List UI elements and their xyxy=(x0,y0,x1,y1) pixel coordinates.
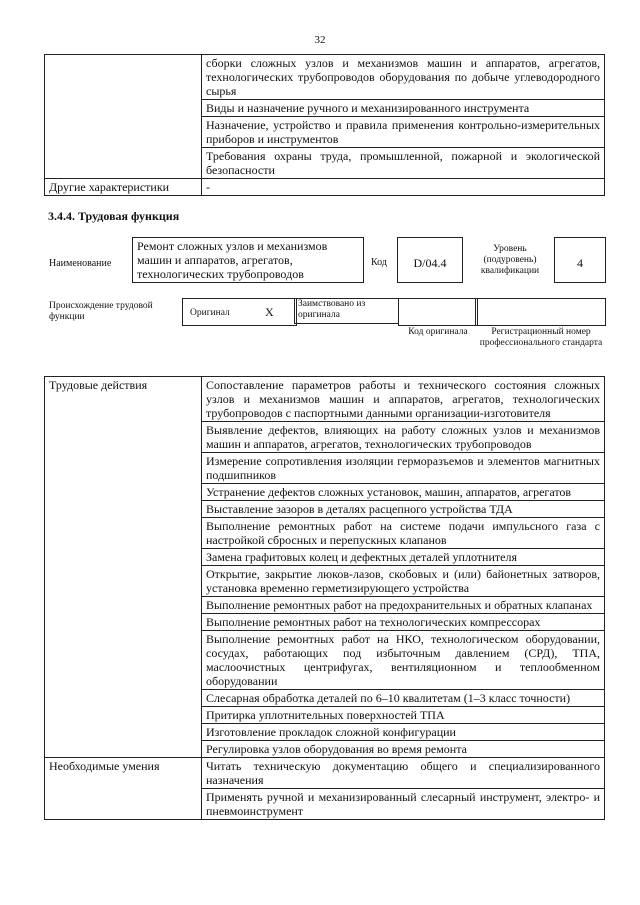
table-cell: Открытие, закрытие люков-лазов, скобовых и (или) байонетных затворов, установка временно герметизирующего устройства xyxy=(202,566,605,597)
level-box xyxy=(554,237,606,283)
code-label: Код xyxy=(371,257,387,268)
origin-code-cell xyxy=(398,298,478,326)
origin-label: Происхождение трудовой функции xyxy=(49,301,153,322)
table-cell: Слесарная обработка деталей по 6–10 квалитетам (1–3 класс точности) xyxy=(202,690,605,707)
function-name-value: Ремонт сложных узлов и механизмов машин и аппаратов, агрегатов, технологических трубопроводов xyxy=(137,239,328,281)
original-mark: X xyxy=(265,305,274,319)
table-cell: Читать техническую документацию общего и специализированного назначения xyxy=(202,758,605,789)
registration-number-cell xyxy=(475,298,606,326)
table-cell: Притирка уплотнительных поверхностей ТПА xyxy=(202,707,605,724)
skills-label: Необходимые умения xyxy=(45,758,202,820)
level-value: 4 xyxy=(577,256,583,270)
table-cell: Устранение дефектов сложных установок, машин, аппаратов, агрегатов xyxy=(202,484,605,501)
table-row xyxy=(45,377,605,422)
table-cell: Сопоставление параметров работы и технического состояния сложных узлов и механизмов машин и аппаратов, агрегатов, технологических трубопроводов с паспортными данными организации-изготовителя xyxy=(202,377,605,422)
page-number: 32 xyxy=(314,34,326,46)
section-title: 3.4.4. Трудовая функция xyxy=(48,209,180,223)
table-cell: Выполнение ремонтных работ на технологических компрессорах xyxy=(202,614,605,631)
borrowed-label: Заимствовано из оригинала xyxy=(298,299,366,320)
function-name-box xyxy=(132,237,364,283)
other-characteristics-label: Другие характеристики xyxy=(45,179,202,196)
table-cell: сборки сложных узлов и механизмов машин и аппаратов, агрегатов, технологических трубопроводов оборудования по добыче углеводородного сырья xyxy=(202,55,605,100)
actions-label: Трудовые действия xyxy=(45,377,202,758)
table-cell: Выставление зазоров в деталях расцепного устройства ТДА xyxy=(202,501,605,518)
origin-code-caption: Код оригинала xyxy=(408,327,468,337)
table-cell: Выполнение ремонтных работ на НКО, технологическом оборудовании, сосудах, работающих под избыточным давлением (СРД), ТПА, маслоочистных центрифугах, вентиляционном и теплообменном оборудовании xyxy=(202,631,605,690)
table-row xyxy=(45,55,605,100)
table-row xyxy=(45,758,605,789)
table-cell: Измерение сопротивления изоляции герморазъемов и элементов магнитных подшипников xyxy=(202,453,605,484)
table-row xyxy=(45,179,605,196)
empty-label-cell xyxy=(45,55,202,179)
labor-function-table xyxy=(44,376,605,820)
other-characteristics-value: - xyxy=(202,179,605,196)
name-label: Наименование xyxy=(49,258,112,269)
table-cell: Выполнение ремонтных работ на предохранительных и обратных клапанах xyxy=(202,597,605,614)
knowledge-table-continuation xyxy=(44,54,605,196)
level-label: Уровень (подуровень) квалификации xyxy=(480,244,540,276)
original-label: Оригинал xyxy=(190,308,230,318)
table-cell: Выполнение ремонтных работ на системе подачи импульсного газа с настройкой сбросных и перепускных клапанов xyxy=(202,518,605,549)
table-cell: Виды и назначение ручного и механизированного инструмента xyxy=(202,100,605,117)
registration-caption: Регистрационный номер профессионального стандарта xyxy=(479,327,603,348)
table-cell: Замена графитовых колец и дефектных деталей уплотнителя xyxy=(202,549,605,566)
table-cell: Выявление дефектов, влияющих на работу сложных узлов и механизмов машин и аппаратов, агрегатов, технологических трубопроводов xyxy=(202,422,605,453)
table-cell: Регулировка узлов оборудования во время ремонта xyxy=(202,741,605,758)
table-cell: Требования охраны труда, промышленной, пожарной и экологической безопасности xyxy=(202,148,605,179)
borrowed-cell xyxy=(294,298,399,324)
code-box xyxy=(397,237,463,283)
code-value: D/04.4 xyxy=(413,256,447,270)
origin-original-cell xyxy=(182,298,297,326)
table-cell: Назначение, устройство и правила применения контрольно-измерительных приборов и инструментов xyxy=(202,117,605,148)
table-cell: Применять ручной и механизированный слесарный инструмент, электро- и пневмоинструмент xyxy=(202,789,605,820)
table-cell: Изготовление прокладок сложной конфигурации xyxy=(202,724,605,741)
